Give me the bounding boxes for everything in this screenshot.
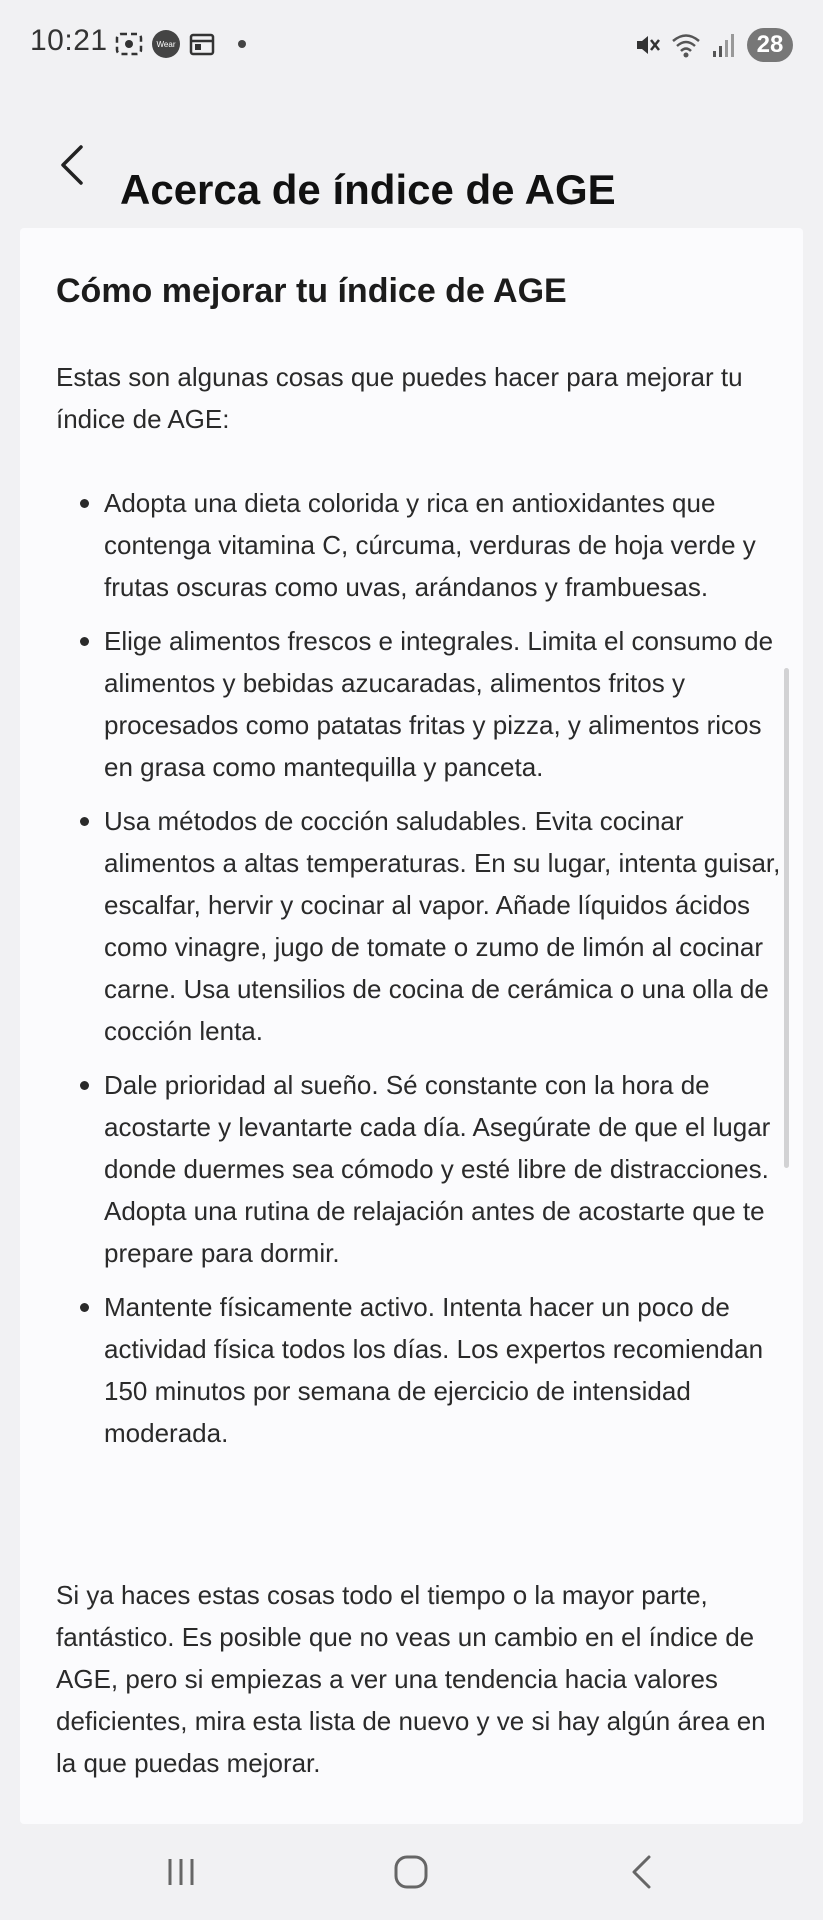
page-title: Acerca de índice de AGE [120,166,616,214]
screenshot-icon [114,30,144,58]
tips-list [56,482,786,1466]
bullet-icon [80,1303,89,1312]
home-icon [393,1854,429,1890]
bullet-icon [80,499,89,508]
outro-text: Si ya haces estas cosas todo el tiempo o la mayor parte, fantástico. Es posible que no veas un cambio en el índice de AGE, pero si empiezas a ver una tendencia hacia valores deficientes, mira esta lista de nuevo y ve si hay algún área en la que puedas mejorar. [56,1580,766,1778]
system-icons [633,28,793,62]
more-notifications-dot [238,40,246,48]
tip-text: Mantente físicamente activo. Intenta hacer un poco de actividad física todos los días. Los expertos recomiendan 150 minutos por semana de ejercicio de intensidad moderada. [104,1292,764,1448]
tip-text: Usa métodos de cocción saludables. Evita cocinar alimentos a altas temperaturas. En su lugar, intenta guisar, escalfar, hervir y cocinar al vapor. Añade líquidos ácidos como vinagre, jugo de tomate o zumo de limón al cocinar carne. Usa utensilios de cocina de cerámica o una olla de cocción lenta. [104,806,781,1046]
recents-button[interactable] [146,1844,216,1900]
wear-icon: Wear [152,30,180,58]
list-item [56,1064,786,1274]
tip-text: Adopta una dieta colorida y rica en antioxidantes que contenga vitamina C, cúrcuma, verduras de hoja verde y frutas oscuras como uvas, arándanos y frambuesas. [104,488,756,602]
recents-icon [164,1856,198,1888]
wifi-icon [671,31,701,59]
list-item [56,620,786,788]
home-button[interactable] [376,1844,446,1900]
tip-text: Dale prioridad al sueño. Sé constante con la hora de acostarte y levantarte cada día. Asegúrate de que el lugar donde duermes sea cómodo y esté libre de distracciones. Adopta una rutina de relajación antes de acostarte que te prepare para dormir. [104,1070,771,1268]
notification-icons [114,30,246,58]
app-header [0,120,823,214]
status-bar [0,0,823,90]
chevron-left-icon [59,143,85,187]
tip-text: Elige alimentos frescos e integrales. Limita el consumo de alimentos y bebidas azucaradas, alimentos fritos y procesados como patatas fritas y pizza, y alimentos ricos en grasa como mantequilla y panceta. [104,626,774,782]
scrollbar[interactable] [784,668,789,1168]
list-item [56,482,786,608]
navigation-bar [0,1824,823,1920]
bullet-icon [80,637,89,646]
list-item [56,800,786,1052]
bullet-icon [80,817,89,826]
signal-icon [711,31,737,59]
section-heading: Cómo mejorar tu índice de AGE [56,272,567,310]
content-card[interactable] [20,228,803,1824]
list-item [56,1286,786,1454]
nav-back-icon [629,1854,653,1890]
nav-back-button[interactable] [606,1844,676,1900]
intro-text: Estas son algunas cosas que puedes hacer para mejorar tu índice de AGE: [56,362,743,434]
back-button[interactable] [50,140,94,190]
status-time: 10:21 [30,24,108,57]
battery-indicator: 28 [747,28,793,62]
calendar-icon [188,30,216,58]
bullet-icon [80,1081,89,1090]
mute-icon [633,31,661,59]
